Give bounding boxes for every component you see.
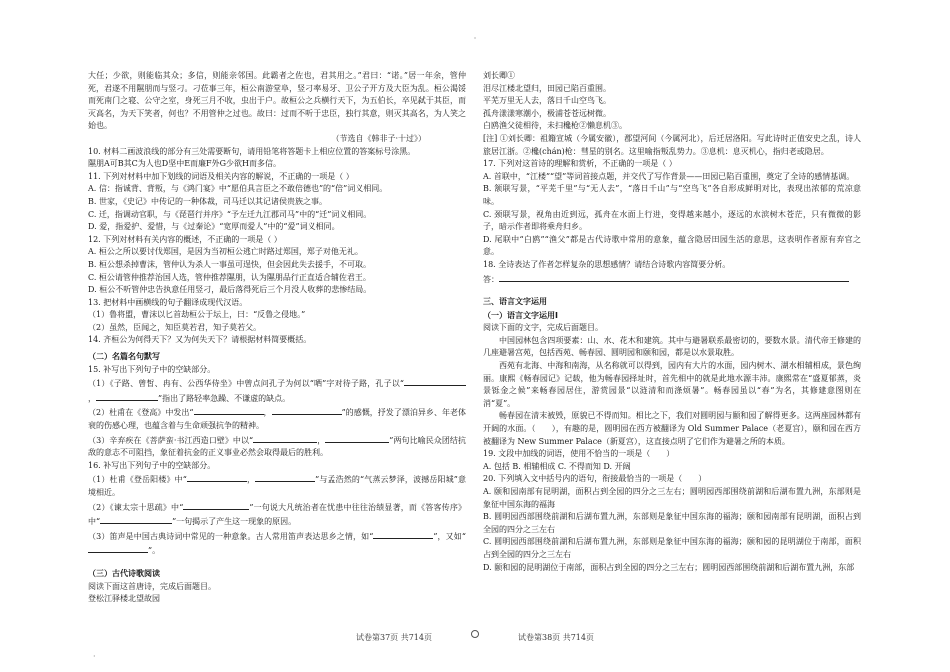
question-17-option-c: C. 颈联写景，视角由近到远，孤舟在水面上行进，变得越来越小，逐远的水滨树木苍茫，只有微微的影子，暗示作者即将乘舟归乡。 — [483, 209, 861, 232]
question-12-option-b: B. 桓公想杀掉曹沫，管仲认为杀人一事虽可逞快，但会因此失去援手，不可取。 — [88, 259, 371, 269]
answer-blank[interactable] — [404, 376, 466, 386]
question-20-option-c: C. 圆明园西部围绕前湖和后湖布置九洲，东部则是象征中国东海的福海；颐和园的昆明湖位于南部，面积占到全园的四分之三左右 — [483, 537, 861, 559]
text: ”一句说大凡统治者在忧患中往往治绩显著，而《答客传序》中“ — [88, 502, 466, 527]
answer-blank[interactable] — [187, 472, 247, 482]
answer-blank[interactable] — [255, 472, 315, 482]
question-19: 19. 文段中加线的词语，使用不恰当的一项是（ ） — [483, 449, 675, 459]
header-mark: · — [473, 34, 477, 43]
text: （1）《子路、曾皙、冉有、公西华侍坐》中曾点问孔子为何以“哂”字对待子路，孔子以“ — [88, 379, 404, 389]
poem-author: 刘长卿① — [483, 71, 515, 80]
question-13-item-1: （1）鲁将盟，曹沫以匕首劫桓公于坛上，曰：“反鲁之侵地。” — [88, 310, 306, 320]
text: ”指出了路轻率急躁、不谦虚的缺点。 — [158, 393, 291, 403]
text: ”一句揭示了产生这一现象的原因。 — [172, 517, 297, 527]
question-13: 13. 把材料中画横线的句子翻译成现代汉语。 — [88, 297, 248, 307]
text: ”，又如“ — [433, 531, 466, 541]
question-17: 17. 下列对这首诗的理解和赏析，不正确的一项是（ ） — [483, 159, 677, 169]
passage-source: （节选自《韩非子·十过》） — [331, 133, 426, 143]
text: （2）《谏太宗十思疏》中“ — [88, 502, 184, 512]
poem-line: 泪尽江楼北望归，田园已陷百重围。 — [483, 83, 611, 93]
question-11-option-d: D. 爱，指爱护、爱惜，与《过秦论》“宽厚而爱人”中的“爱”词义相同。 — [88, 222, 340, 232]
question-13-item-2: （2）虽然，臣闻之，知臣莫若君，知子莫若父。 — [88, 322, 262, 332]
question-16-item-1: （1）杜甫《登岳阳楼》中“ ， ”与孟浩然的“气蒸云梦泽，波撼岳阳城”意境相近。 — [88, 472, 466, 499]
poem-line: 白鸥渔父徒相待，未扫欃枪②懒息机③。 — [483, 121, 627, 131]
question-15-item-1: （1）《子路、曾皙、冉有、公西华侍坐》中曾点问孔子为何以“哂”字对待子路，孔子以“， ”指出了路轻率急躁、不谦虚的缺点。 — [88, 376, 466, 405]
question-16-item-2 — [88, 500, 466, 529]
question-20: 20. 下列填入文中括号内的语句，衔接最恰当的一项是（ ） — [483, 474, 707, 484]
passage-paragraph: 西苑有北海、中海和南海，从名称就可以得到，园内有大片的水面，园内树木、湖水相辅相成，景色绚丽。康熙《畅春园记》记载，他为畅春园择址时，首先相中的就是此地水源丰沛。康熙常在“盛夏郁蒸，炎景铄金之候”来畅春园居住，游赏园景“以涟清和而涤烦暑”。畅春园虽以“春”为名，其修建意图则在消“夏”。 — [483, 361, 861, 408]
question-10: 10. 材料二画波浪线的部分有三处需要断句，请用铅笔将答题卡上相应位置的答案标号涂黑。 — [88, 146, 416, 156]
question-14: 14. 齐桓公为何得天下？又为何失天下？请根据材料简要概括。 — [88, 335, 312, 345]
page-center-marker-icon — [471, 630, 479, 638]
question-20-option-d: D. 颐和园的昆明湖位于南部，面积占到全园的四分之三左右；圆明园西部围绕前湖和后湖布置九洲，东部 — [483, 562, 855, 572]
question-11-option-b: B. 世家，《史记》中传记的一种体裁，司马迁以其记诸侯贵族之事。 — [88, 196, 327, 206]
question-19-options: A. 包括 B. 相辅相成 C. 不得而知 D. 开阔 — [483, 461, 631, 471]
passage-paragraph: 大任；少欲，则能临其众；多信，则能亲邻国。此霸者之佐也，君其用之。”君曰：“诺。”居一年余，管仲死，君遂不用隰朋而与竖刁。刁莅事三年，桓公南游堂阜，竖刁率易牙、卫公子开方及大臣为乱。桓公渴馁而死南门之寝、公守之室，身死三月不收，虫出于户。故桓公之兵横行天下，为五伯长，卒见弑于其臣，而灭高名，为天下笑者，何也？不用管仲之过也。故曰：过而不听于忠臣，独行其意，则灭其高名，为人笑之始也。 — [88, 71, 466, 131]
passage-paragraph: 畅春园在清末被毁，原貌已不得而知。相比之下，我们对圆明园与颐和园了解得更多。这两座园林都有开阔的水面。（ ），有趣的是，圆明园在西方被翻译为 Old Summer Palace（老夏宫），颐和园在西方被翻译为 New Summer Palace（新夏宫），这直接点明了它们作为避暑之所的本质。 — [483, 411, 861, 446]
poem-title: 登松江驿楼北望故园 — [88, 594, 160, 604]
text: ”两句比喻民众团结抗敌的意志不可阻挡，象征着抗金的正义事业必然会取得最后的胜利。 — [88, 435, 466, 458]
section-heading-famous-lines: （二）名篇名句默写 — [88, 352, 160, 362]
question-11-option-c: C. 迁，指调动官职，与《琵琶行并序》“予左迁九江郡司马”中的“迁”词义相同。 — [88, 209, 372, 219]
question-12-option-a: A. 桓公之所以要讨伐郑国，是因为当初桓公逃亡时路过郑国，郑子对他无礼。 — [88, 247, 363, 257]
answer-blank[interactable] — [253, 433, 317, 443]
answer-label: 答： — [483, 274, 499, 284]
passage-paragraph: 中国园林包含四项要素：山、水、花木和建筑。其中与避暑联系最密切的，要数水景。清代帝王修建的几座避暑宫苑，包括西苑、畅春园、圆明园和颐和园，都是以水景取胜。 — [483, 335, 861, 358]
question-12: 12. 下列对材料有关内容的概述，不正确的一项是（ ） — [88, 234, 282, 244]
reading-intro: 阅读下面的文字，完成后面题目。 — [483, 323, 603, 333]
poem-line: 孤舟漾漾寒潮小，极浦苍苍远树微。 — [483, 108, 611, 118]
text: ”。 — [148, 546, 161, 556]
page-number-left: 试卷第37页 共714页 — [356, 633, 432, 642]
text: ”的感慨，抒发了漂泊异乡、年老体衰的伤感心理，也蕴含着与生命顽强抗争的精神。 — [88, 408, 467, 431]
right-column — [483, 70, 861, 574]
question-12-option-c: C. 桓公请管仲推荐治国人选，管仲推荐隰朋，认为隰朋品行正直适合辅佐君王。 — [88, 272, 371, 282]
text: （3）笛声是中国古典诗词中常见的一种意象。古人常用笛声表达思乡之情，如“ — [88, 531, 374, 541]
question-17-option-d: D. 尾联中“白鸥”“渔父”都是古代诗歌中常用的意象，蕴含隐居田园生活的意思，这表明作者原有弃官之意。 — [483, 234, 861, 257]
subsection-heading: （一）语言文字运用Ⅰ — [483, 310, 558, 320]
question-16-item-3 — [88, 529, 466, 558]
poem-line: 平芜万里无人去，落日千山空鸟飞。 — [483, 96, 611, 106]
section-heading-poetry: （三）古代诗歌阅读 — [88, 568, 160, 578]
question-15-item-3: （3）辛弃疾在《菩萨蛮·书江西造口壁》中以“ ， ”两句比喻民众团结抗敌的意志不可阻挡，象征着抗金的正义事业必然会取得最后的胜利。 — [88, 433, 466, 460]
answer-blank[interactable] — [194, 405, 264, 415]
text: ”与孟浩然的“气蒸云梦泽，波撼岳阳城”意境相近。 — [88, 475, 466, 497]
question-11: 11. 下列对材料中加下划线的词语及相关内容的解说，不正确的一项是（ ） — [88, 171, 354, 181]
answer-blank[interactable] — [325, 433, 389, 443]
question-10-options: 隰朋A可B其C为人也D坚中E而廉F外G少欲H而多信。 — [88, 159, 281, 169]
question-15-item-2: （2）杜甫在《登高》中发出“ ， ”的感慨，抒发了漂泊异乡、年老体衰的伤感心理，也蕴含着与生命顽强抗争的精神。 — [88, 405, 466, 432]
question-11-option-a: A. 信：指诚背、背叛，与《鸿门宴》中“愿伯具言臣之不敢倍德也”的“倍”词义相同。 — [88, 184, 388, 194]
answer-line — [483, 272, 861, 287]
footer-mark: · — [93, 652, 96, 661]
answer-blank[interactable] — [499, 272, 849, 282]
poem-intro: 阅读下面这首唐诗，完成后面题目。 — [88, 581, 216, 591]
question-16: 16. 补写出下列句子中的空缺部分。 — [88, 460, 216, 470]
text: （1）杜甫《登岳阳楼》中“ — [88, 475, 187, 485]
answer-blank[interactable] — [373, 529, 433, 539]
text: （2）杜甫在《登高》中发出“ — [88, 408, 194, 418]
question-15: 15. 补写出下列句子中的空缺部分。 — [88, 364, 216, 374]
answer-blank[interactable] — [183, 500, 249, 510]
question-17-option-a: A. 首联中，“江楼”“望”等词首接点题，并交代了写作背景——田园已陷百重围，奠定了全诗的感情基调。 — [483, 171, 855, 181]
question-18: 18. 全诗表达了作者怎样复杂的思想感情？请结合诗歌内容简要分析。 — [483, 259, 731, 269]
left-column — [88, 70, 466, 606]
page-number-right: 试卷第38页 共714页 — [518, 633, 594, 642]
text: （3）辛弃疾在《菩萨蛮·书江西造口壁》中以“ — [88, 435, 254, 445]
question-20-option-a: A. 颐和园南部有昆明湖，面积占到全园的四分之三左右；圆明园西部围绕前湖和后湖布置九洲，东部则是象征中国东海的福海 — [483, 487, 861, 509]
answer-blank[interactable] — [272, 405, 342, 415]
poem-note: [注] ①刘长卿：祖籍宣城（今属安徽），郡望河间（今属河北），后迁居洛阳。写此诗时正值安史之乱，诗人旅居江浙。②欃(chán)枪：彗星的别名。这里喻指叛乱势力。③息机：息灭机心，指归老或隐居。 — [483, 133, 861, 156]
answer-blank[interactable] — [88, 543, 148, 553]
answer-blank[interactable] — [96, 391, 158, 401]
question-17-option-b: B. 颔联写景，“平芜千里”与“无人去”，“落日千山”与“空鸟飞”各自形成鲜明对比，表现出浓郁的荒凉意味。 — [483, 184, 861, 206]
section-heading-language: 三、语言文字运用 — [483, 297, 547, 307]
question-12-option-d: D. 桓公不听管仲忠告执意任用竖刁，最后落得死后三个月没人收葬的悲惨结局。 — [88, 285, 372, 295]
question-20-option-b: B. 圆明园西部围绕前湖和后湖布置九洲，东部则是象征中国东海的福海；颐和园南部有昆明湖，面积占到全园的四分之三左右 — [483, 512, 861, 534]
answer-blank[interactable] — [100, 514, 172, 524]
